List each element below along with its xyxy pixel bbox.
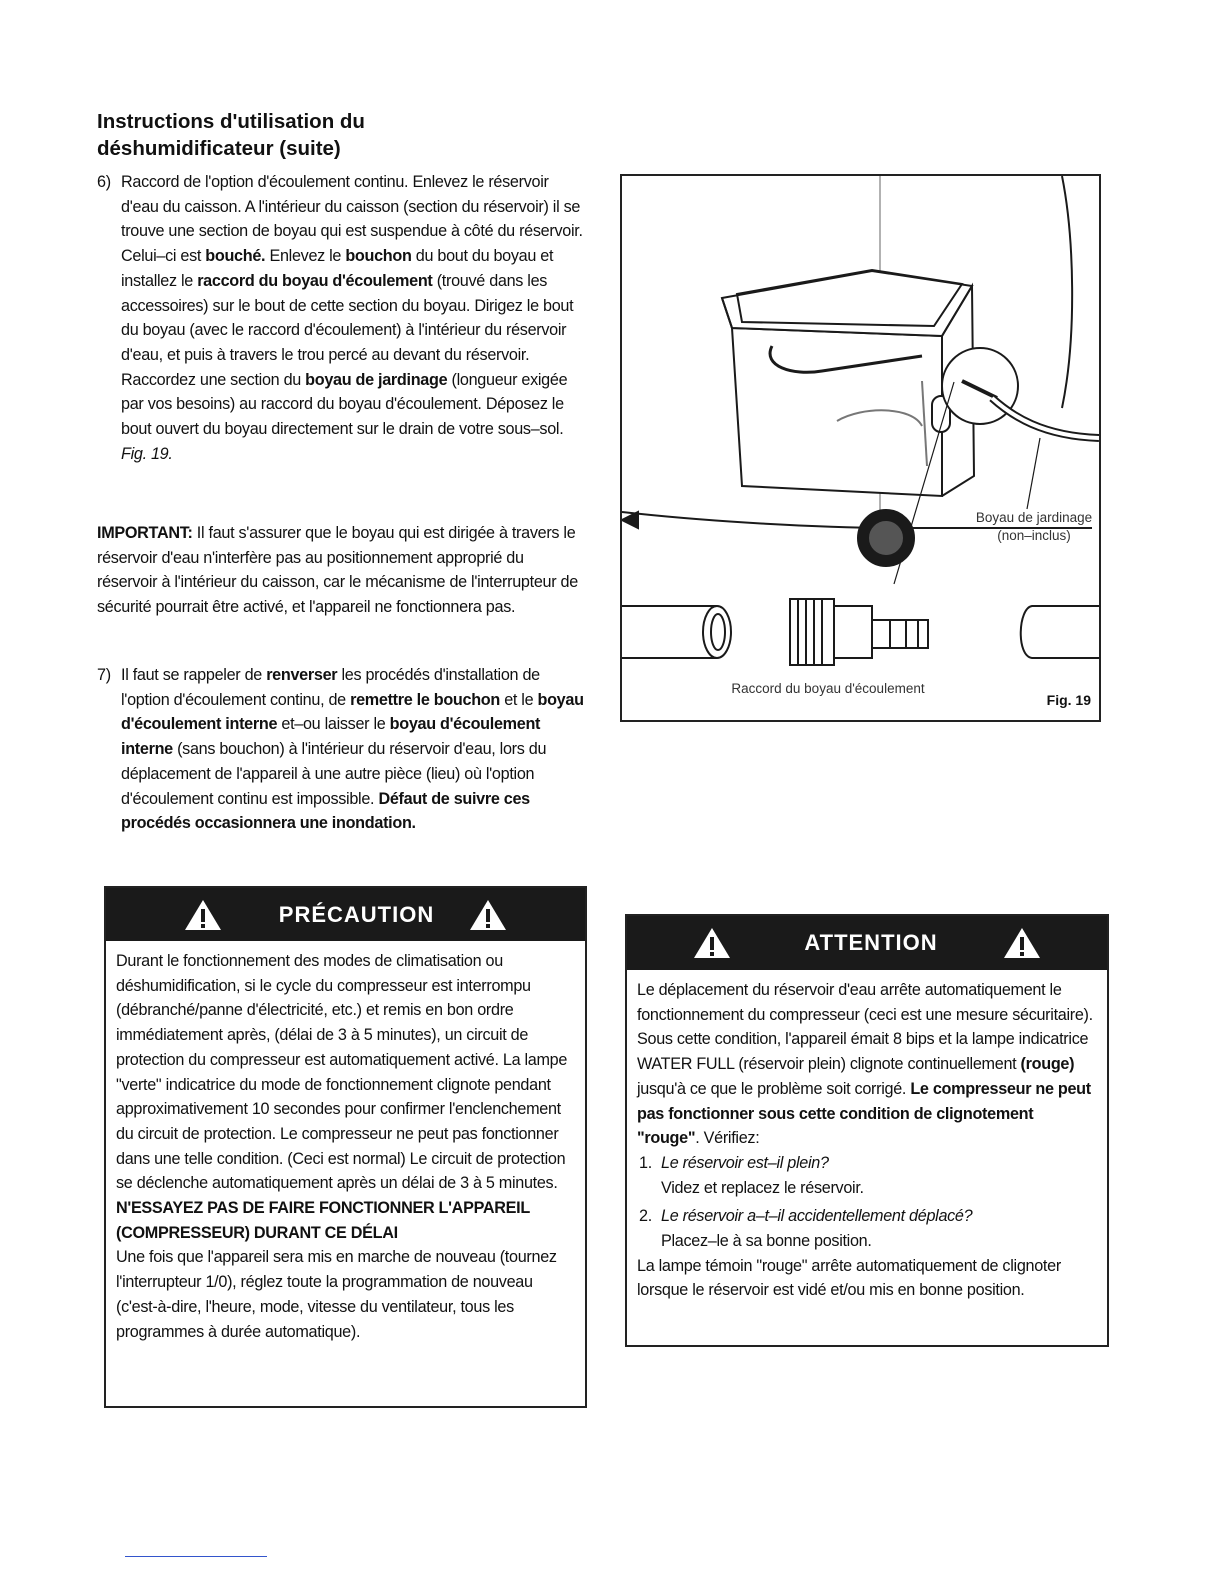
drain-fitting-label: Raccord du boyau d'écoulement: [731, 681, 925, 696]
step-text: Raccord de l'option d'écoulement continu. Enlevez le réservoir d'eau du caisson. A l'intérieur du caisson (section du réservoir) il se trouve une section de boyau qui est suspendue à côté du réservoir. Celui–ci est bouché. Enlevez le bouchon du bout du boyau et installez le raccord du boyau d'écoulement (trouvé dans les accessoires) sur le bout de cette section du boyau. Dirigez le bout du boyau (avec le raccord d'écoulement) à l'intérieur du réservoir d'eau, et puis à travers le trou percé au devant du réservoir. Raccordez une section du boyau de jardinage (longueur exigée par vos besoins) au raccord du boyau d'écoulement. Déposez le bout ouvert du boyau directement sur le drain de votre sous–sol. Fig. 19.: [121, 173, 583, 463]
precaution-warning: N'ESSAYEZ PAS DE FAIRE FONCTIONNER L'APPAREIL (COMPRESSEUR) DURANT CE DÉLAI: [116, 1199, 530, 1242]
dehumidifier-illustration: [622, 176, 1099, 720]
warning-triangle-icon: [1002, 926, 1042, 960]
attention-final: La lampe témoin "rouge" arrête automatiquement de clignoter lorsque le réservoir est vidé et/ou mis en bonne position.: [637, 1256, 1061, 1300]
attention-paragraph: Le déplacement du réservoir d'eau arrête automatiquement le fonctionnement du compresseur (ceci est une mesure sécuritaire). Sous cette condition, l'appareil émait 8 bips et la lampe indicatrice WATER FULL (réservoir plein) clignote continuellement (rouge) jusqu'à ce que le problème soit corrigé. Le compresseur ne peut pas fonctionner sous cette condition de clignotement "rouge". Vérifiez:: [637, 981, 1093, 1148]
warning-triangle-icon: [468, 898, 508, 932]
garden-hose-label: Boyau de jardinage (non–inclus): [975, 510, 1093, 543]
check-item: 2. Le réservoir a–t–il accidentellement déplacé? Placez–le à sa bonne position.: [639, 1207, 973, 1251]
precaution-header: [106, 888, 585, 941]
important-note: IMPORTANT: Il faut s'assurer que le boyau qui est dirigée à travers le réservoir d'eau n'interfère pas au positionnement approprié du réservoir à l'intérieur du caisson, car le mécanisme de l'interrupteur de sécurité pourrait être activé, et l'appareil ne fonctionnera pas.: [97, 524, 578, 617]
attention-body: [627, 970, 1107, 1303]
page-title-line-1: Instructions d'utilisation du: [97, 110, 365, 133]
figure-19: [620, 174, 1101, 722]
step-text: Il faut se rappeler de renverser les procédés d'installation de l'option d'écoulement continu, de remettre le bouchon et le boyau d'écoulement interne et–ou laisser le boyau d'écoulement interne (sans bouchon) à l'intérieur du réservoir d'eau, lors du déplacement de l'appareil à une autre pièce (lieu) où l'option d'écoulement continu est impossible. Défaut de suivre ces procédés occasionnera une inondation.: [121, 666, 584, 833]
step-number: 6): [97, 173, 111, 191]
check-item: 1. Le réservoir est–il plein? Videz et replacez le réservoir.: [639, 1153, 864, 1197]
attention-title: ATTENTION: [804, 930, 938, 955]
attention-box: [625, 914, 1109, 1347]
attention-header: [627, 916, 1107, 970]
precaution-body: Durant le fonctionnement des modes de climatisation ou déshumidification, si le cycle du compresseur est interrompu (débranché/panne d'électricité, etc.) et remis en bon ordre immédiatement après, (délai de 3 à 5 minutes), un circuit de protection du compresseur est automatiquement activé. La lampe "verte" indicatrice du mode de fonctionnement clignote pendant approximativement 10 secondes pour confirmer l'enclenchement du circuit de protection. Le compresseur ne peut pas fonctionner dans une telle condition. (Ceci est normal) Le circuit de protection se déclenche automatiquement après un délai de 3 à 5 minutes. N'ESSAYEZ PAS DE FAIRE FONCTIONNER L'APPAREIL (COMPRESSEUR) DURANT CE DÉLAI Une fois que l'appareil sera mis en marche de nouveau (tournez l'interrupteur 1/0), réglez toute la programmation de nouveau (c'est-à-dire, l'heure, mode, vitesse du ventilateur, tous les programmes à durée automatique).: [116, 952, 568, 1341]
figure-reference: Fig. 19.: [121, 444, 173, 463]
page-title: [97, 108, 557, 162]
warning-triangle-icon: [183, 898, 223, 932]
warning-triangle-icon: [692, 926, 732, 960]
precaution-box: [104, 886, 587, 1408]
figure-number: Fig. 19: [1046, 692, 1091, 708]
step-number: 7): [97, 666, 111, 684]
step-7: [97, 663, 587, 836]
precaution-title: PRÉCAUTION: [278, 901, 435, 927]
important-label: IMPORTANT:: [97, 524, 193, 542]
divider: [125, 1556, 267, 1557]
step-6: [97, 170, 587, 466]
page-title-line-2: déshumidificateur (suite): [97, 137, 341, 160]
